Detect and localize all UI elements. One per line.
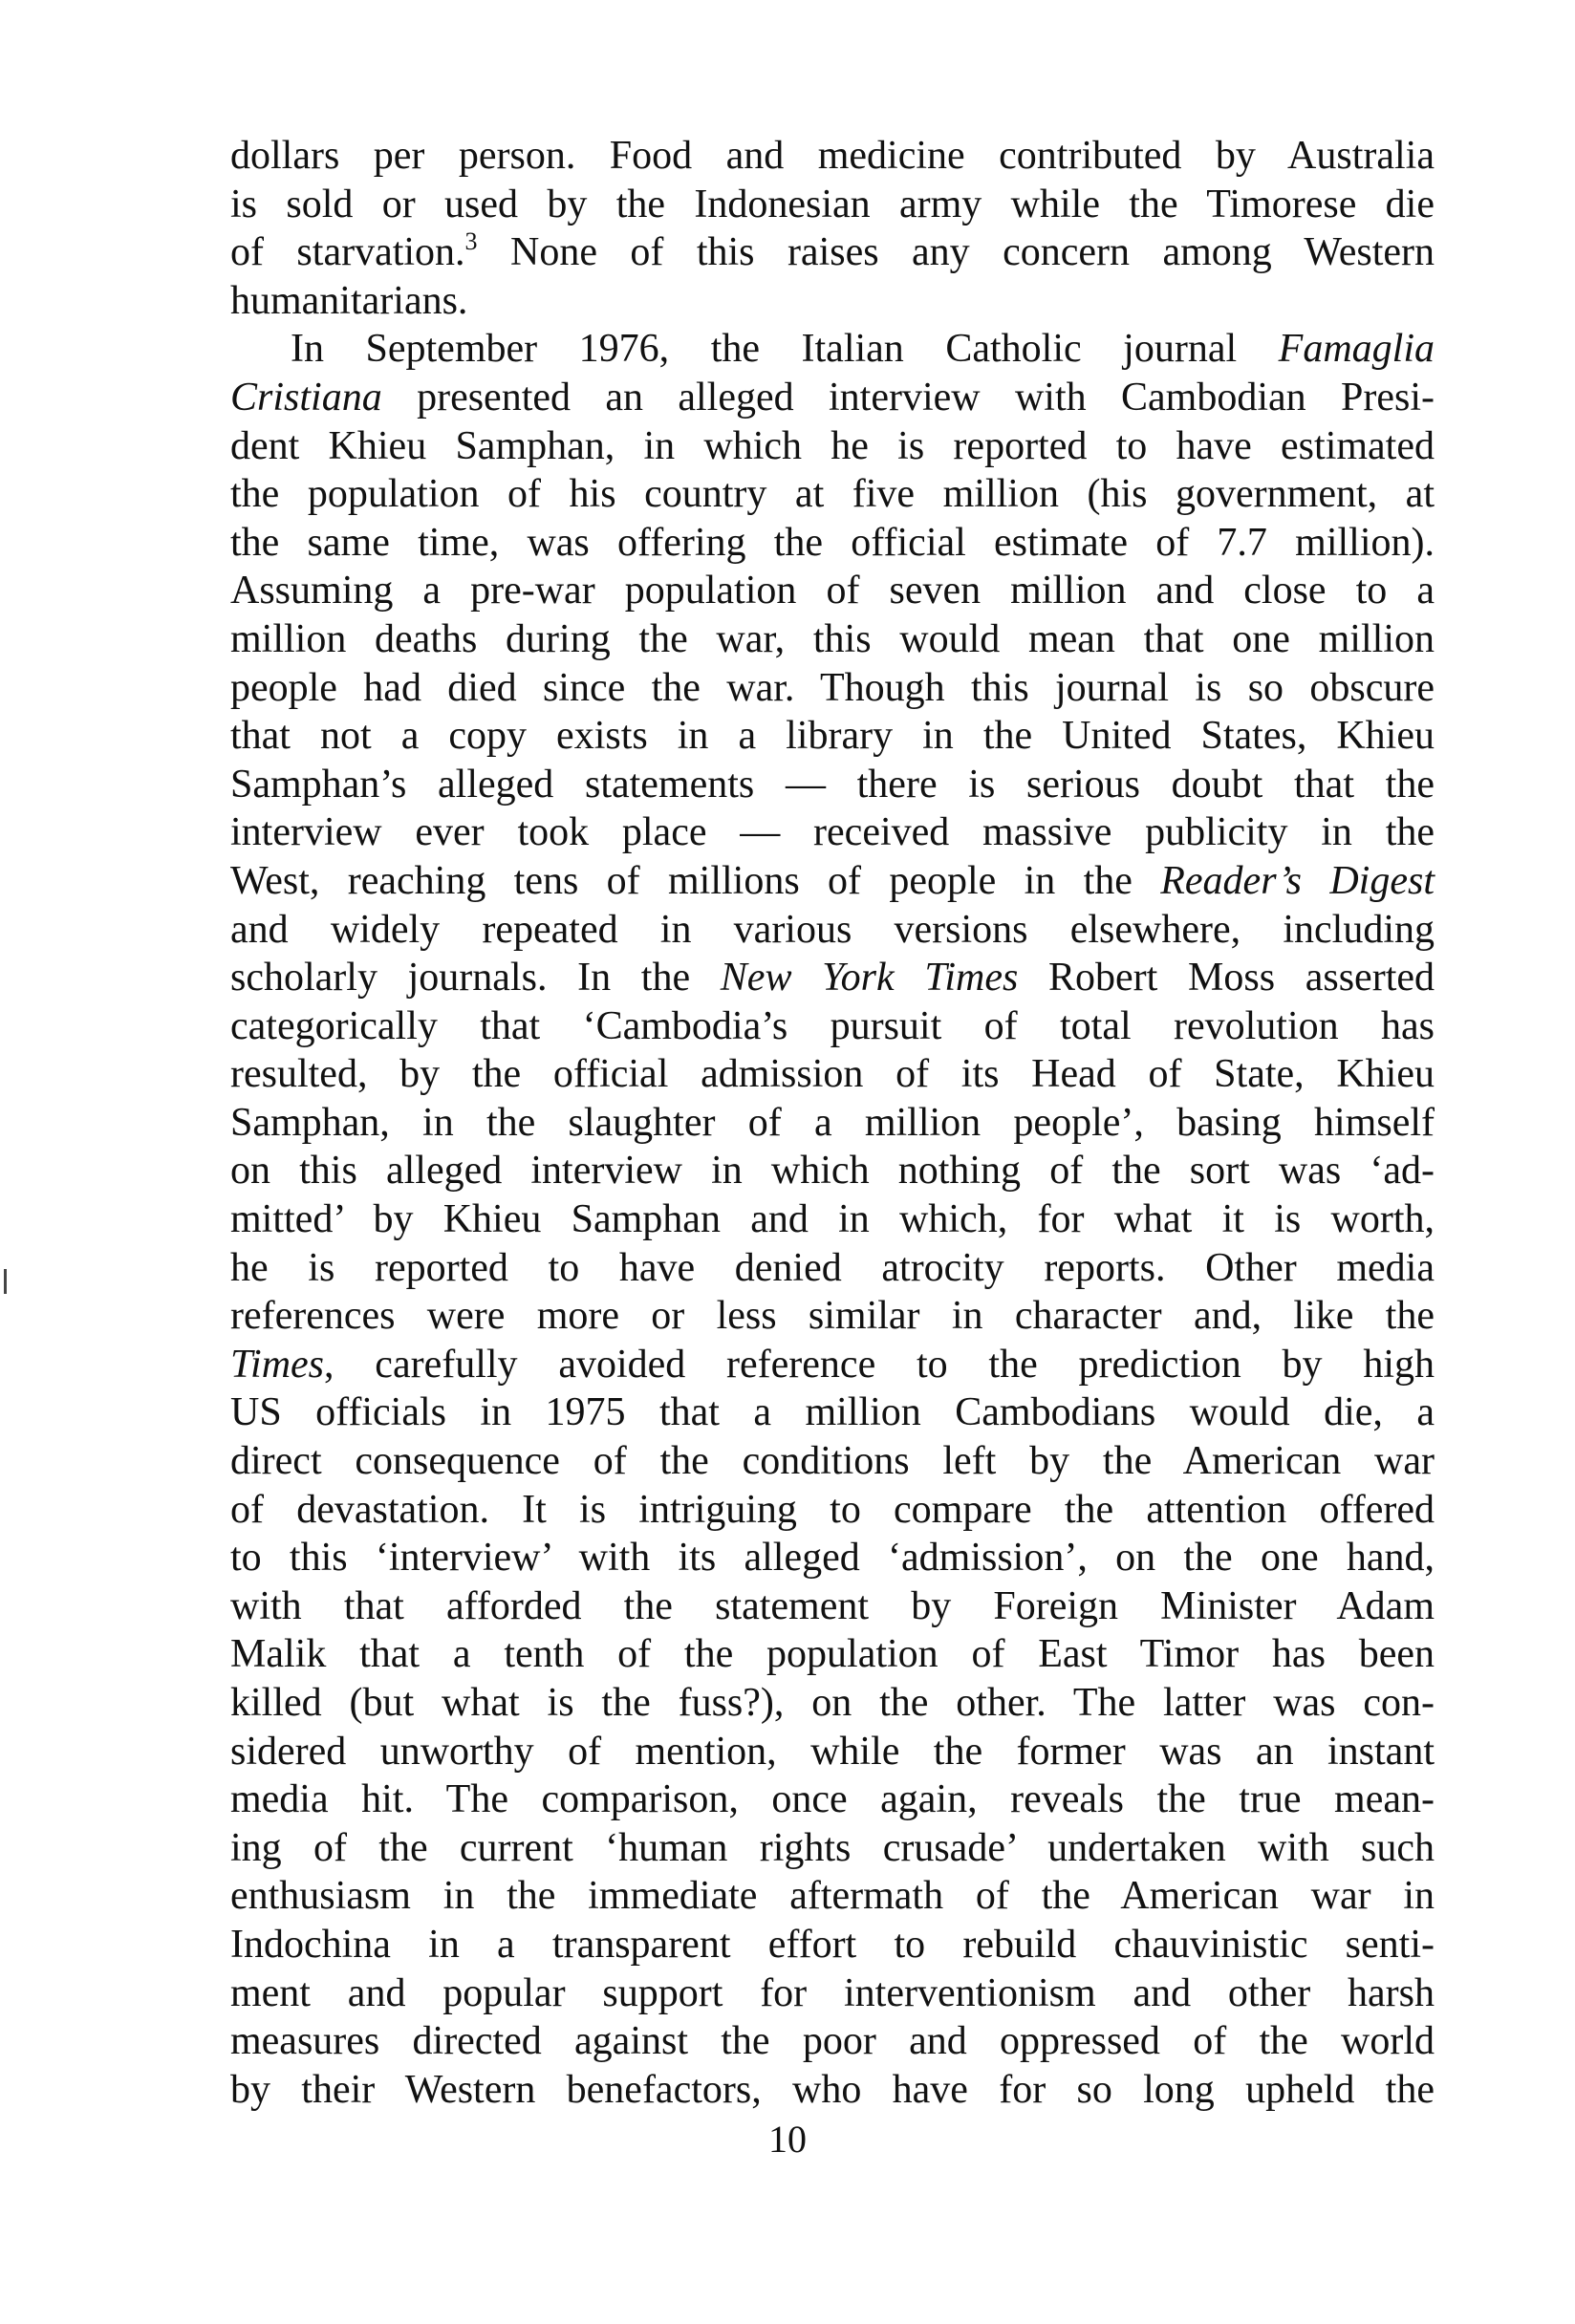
text-run: resulted, by the official admission of its Head of State, Khieu xyxy=(230,1052,1435,1097)
text-line xyxy=(230,567,1435,615)
text-line xyxy=(230,1582,1435,1631)
text-run: by their Western benefactors, who have for so long upheld the xyxy=(230,2067,1435,2112)
text-run: scholarly journals. In the xyxy=(230,956,721,1001)
text-run: of starvation. xyxy=(230,230,465,275)
text-line xyxy=(230,1775,1435,1824)
text-line xyxy=(230,1630,1435,1679)
text-line xyxy=(230,1728,1435,1776)
text-line xyxy=(230,519,1435,568)
text-line xyxy=(230,1195,1435,1244)
text-line xyxy=(230,2066,1435,2115)
text-run: direct consequence of the conditions left by the American war xyxy=(230,1439,1435,1484)
text-run: Samphan’s alleged statements — there is serious doubt that the xyxy=(230,762,1435,807)
text-run: , carefully avoided reference to the prediction by high xyxy=(324,1342,1435,1387)
italic-title: Reader’s Digest xyxy=(1160,858,1435,903)
text-line xyxy=(230,1921,1435,1969)
text-run: Robert Moss asserted xyxy=(1018,956,1435,1001)
text-line xyxy=(230,1099,1435,1148)
text-line xyxy=(230,277,1435,326)
footnote-marker: 3 xyxy=(464,227,478,256)
text-line xyxy=(230,1679,1435,1728)
text-line xyxy=(230,664,1435,713)
text-line xyxy=(230,906,1435,955)
text-run: Indochina in a transparent effort to rebuild chauvinistic senti- xyxy=(230,1922,1435,1967)
text-line xyxy=(230,1147,1435,1195)
text-run: is sold or used by the Indonesian army while the Timorese die xyxy=(230,182,1435,226)
text-run: interview ever took place — received massive publicity in the xyxy=(230,810,1435,855)
text-line xyxy=(230,1486,1435,1535)
text-line xyxy=(230,1824,1435,1873)
text-line xyxy=(230,2017,1435,2066)
text-run: of devastation. It is intriguing to compare the attention offered xyxy=(230,1487,1435,1532)
text-line xyxy=(230,228,1435,277)
text-run: Assuming a pre-war population of seven million and close to a xyxy=(230,569,1435,613)
text-line xyxy=(230,1437,1435,1486)
text-run: media hit. The comparison, once again, reveals the true mean- xyxy=(230,1777,1435,1822)
text-run: on this alleged interview in which nothing of the sort was ‘ad- xyxy=(230,1149,1435,1194)
text-run: ment and popular support for interventionism and other harsh xyxy=(230,1970,1435,2015)
text-line xyxy=(230,470,1435,519)
text-line xyxy=(230,132,1435,181)
text-run: dollars per person. Food and medicine contributed by Australia xyxy=(230,134,1435,178)
text-run: to this ‘interview’ with its alleged ‘admission’, on the one hand, xyxy=(230,1536,1435,1581)
italic-title: Times xyxy=(230,1342,325,1387)
text-line xyxy=(230,1292,1435,1341)
text-run: killed (but what is the fuss?), on the other. The latter was con- xyxy=(230,1681,1435,1725)
text-run: and widely repeated in various versions elsewhere, including xyxy=(230,907,1435,952)
text-line xyxy=(230,1872,1435,1921)
text-line xyxy=(230,1002,1435,1051)
text-run: enthusiasm in the immediate aftermath of the American war in xyxy=(230,1874,1435,1919)
margin-mark xyxy=(4,1269,7,1294)
text-line xyxy=(230,615,1435,664)
text-run: measures directed against the poor and oppressed of the world xyxy=(230,2019,1435,2064)
text-line xyxy=(230,325,1435,374)
text-run: people had died since the war. Though this journal is so obscure xyxy=(230,665,1435,710)
text-run: Malik that a tenth of the population of East Timor has been xyxy=(230,1632,1435,1677)
text-run: the population of his country at five million (his government, at xyxy=(230,472,1435,517)
text-line xyxy=(230,1050,1435,1099)
text-run: the same time, was offering the official estimate of 7.7 million). xyxy=(230,520,1435,565)
text-line xyxy=(230,1244,1435,1293)
text-line xyxy=(230,374,1435,422)
text-line xyxy=(230,954,1435,1002)
text-run: that not a copy exists in a library in the United States, Khieu xyxy=(230,714,1435,759)
italic-title: New York Times xyxy=(720,956,1019,1001)
text-run: sidered unworthy of mention, while the former was an instant xyxy=(230,1729,1435,1774)
italic-title: Cristiana xyxy=(230,375,382,420)
text-line xyxy=(230,712,1435,761)
text-run: presented an alleged interview with Cambodian Presi- xyxy=(381,375,1435,420)
italic-title: Famaglia xyxy=(1278,327,1435,372)
page-number: 10 xyxy=(768,2118,807,2161)
text-line xyxy=(230,1534,1435,1582)
text-run: West, reaching tens of millions of people in the xyxy=(230,858,1161,903)
text-run: with that afforded the statement by Foreign Minister Adam xyxy=(230,1583,1435,1628)
text-run: humanitarians. xyxy=(230,278,468,323)
text-run: dent Khieu Samphan, in which he is reported to have estimated xyxy=(230,423,1435,468)
text-run: None of this raises any concern among Western xyxy=(477,230,1435,275)
text-line xyxy=(230,1341,1435,1389)
text-line xyxy=(230,181,1435,229)
text-run: Samphan, in the slaughter of a million people’, basing himself xyxy=(230,1100,1435,1145)
text-line xyxy=(230,857,1435,906)
text-line xyxy=(230,761,1435,809)
text-line xyxy=(230,1388,1435,1437)
text-run: million deaths during the war, this would mean that one million xyxy=(230,616,1435,661)
text-run: he is reported to have denied atrocity reports. Other media xyxy=(230,1245,1435,1290)
text-line xyxy=(230,808,1435,857)
text-run: references were more or less similar in character and, like the xyxy=(230,1294,1435,1339)
text-run: US officials in 1975 that a million Cambodians would die, a xyxy=(230,1390,1435,1435)
text-line xyxy=(230,422,1435,471)
text-run: mitted’ by Khieu Samphan and in which, for what it is worth, xyxy=(230,1197,1435,1242)
text-run: In September 1976, the Italian Catholic journal xyxy=(291,327,1279,372)
text-line xyxy=(230,1969,1435,2018)
text-run: categorically that ‘Cambodia’s pursuit of total revolution has xyxy=(230,1003,1435,1048)
text-run: ing of the current ‘human rights crusade’ undertaken with such xyxy=(230,1825,1435,1870)
body-text xyxy=(230,132,1435,2114)
